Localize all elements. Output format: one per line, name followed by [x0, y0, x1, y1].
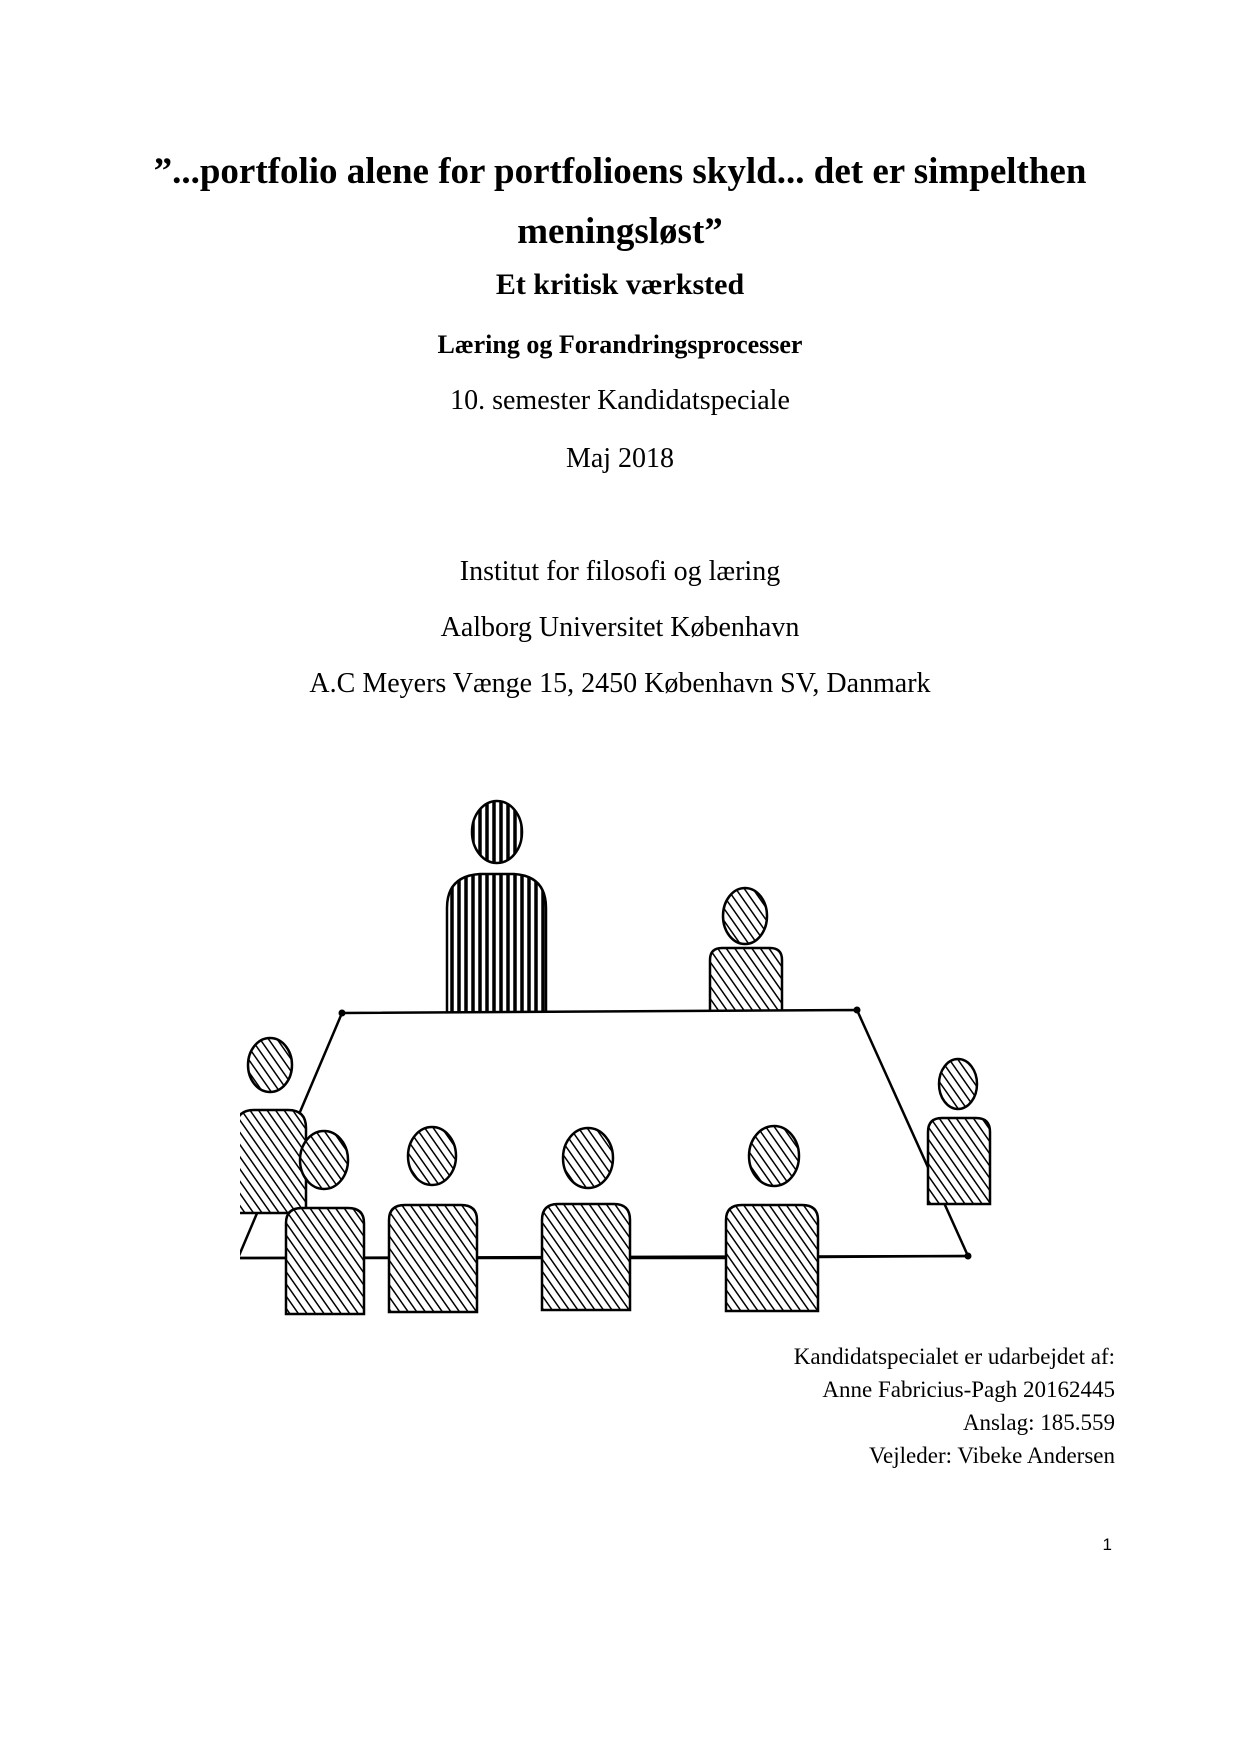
document-title: ”...portfolio alene for portfolioens skyld... det er simpelthen meningsløst”	[153, 151, 1087, 252]
page-number: 1	[1102, 1535, 1112, 1554]
author-intro: Kandidatspecialet er udarbejdet af:	[793, 1344, 1115, 1369]
institute-name: Institut for filosofi og læring	[459, 556, 781, 587]
university-address: A.C Meyers Vænge 15, 2450 København SV, Danmark	[309, 668, 931, 699]
program-name: Læring og Forandringsprocesser	[437, 330, 803, 359]
author-name: Anne Fabricius-Pagh 20162445	[822, 1377, 1115, 1402]
supervisor-name: Vejleder: Vibeke Andersen	[868, 1443, 1115, 1468]
meeting-table-sketch-icon	[240, 780, 1010, 1350]
author-block	[794, 1340, 1115, 1472]
figure-right-side	[928, 1059, 990, 1204]
semester-label: 10. semester Kandidatspeciale	[450, 385, 790, 416]
figure-left-side	[240, 1038, 306, 1213]
document-subtitle: Et kritisk værksted	[495, 268, 745, 301]
character-count: Anslag: 185.559	[962, 1410, 1115, 1435]
figure-back-right	[710, 888, 782, 1013]
university-name: Aalborg Universitet København	[440, 612, 800, 643]
document-date: Maj 2018	[565, 443, 675, 474]
figure-standing	[447, 801, 546, 1017]
